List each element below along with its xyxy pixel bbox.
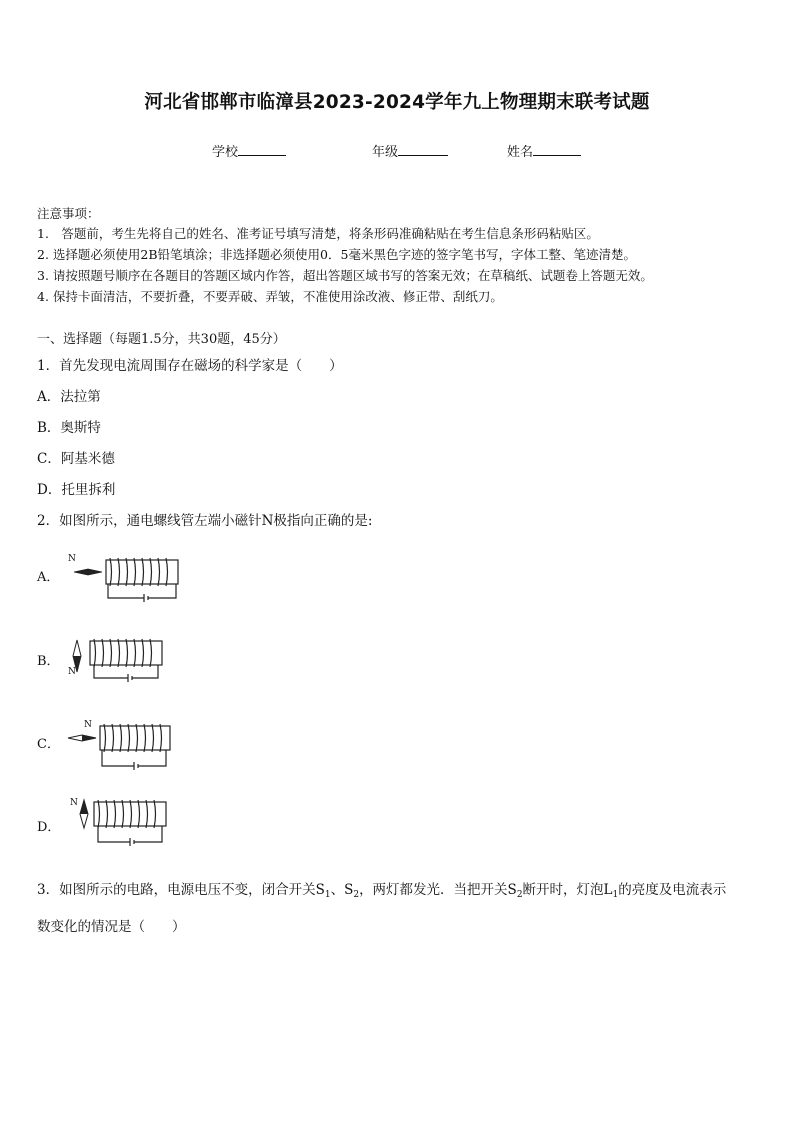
q2-option-c-figure[interactable] <box>60 716 190 776</box>
solenoid-coil <box>104 724 162 752</box>
q3-sub: 2 <box>516 890 523 900</box>
note-item: 2. 选择题必须使用2B铅笔填涂；非选择题必须使用0．5毫米黑色字迹的签字笔书写，字体工整、笔迹清楚。 <box>37 247 636 262</box>
grade-label: 年级 <box>372 145 399 160</box>
circuit-wire <box>108 584 176 598</box>
q1-option-b[interactable]: B．奥斯特 <box>37 420 101 436</box>
grade-blank[interactable] <box>398 143 448 156</box>
q3-text: 、S <box>330 882 354 898</box>
solenoid-core <box>100 726 170 750</box>
solenoid-coil <box>94 639 152 667</box>
q2-option-d-label[interactable]: D． <box>37 820 61 835</box>
school-label: 学校 <box>212 145 239 160</box>
q1-option-a[interactable]: A．法拉第 <box>37 389 101 405</box>
q1-option-d[interactable]: D．托里拆利 <box>37 482 116 498</box>
needle-n-label: N <box>84 720 92 730</box>
note-item: 4. 保持卡面清洁，不要折叠，不要弄破、弄皱，不准使用涂改液、修正带、刮纸刀。 <box>37 289 503 304</box>
q1-option-c[interactable]: C．阿基米德 <box>37 451 115 467</box>
q3-sub: 1 <box>612 890 619 900</box>
q2-option-d-figure[interactable] <box>60 796 190 856</box>
q2-option-b-label[interactable]: B． <box>37 654 60 669</box>
q2-option-c-label[interactable]: C． <box>37 737 60 752</box>
compass-needle-n-half <box>80 800 88 814</box>
needle-n-label: N <box>68 667 76 677</box>
needle-n-label: N <box>68 554 76 564</box>
name-label: 姓名 <box>507 145 534 160</box>
q2-option-b-figure[interactable] <box>60 632 190 692</box>
q2-option-a-figure[interactable] <box>60 548 190 608</box>
name-blank[interactable] <box>533 143 581 156</box>
section-heading: 一、选择题（每题1.5分，共30题，45分） <box>37 332 286 347</box>
q2-option-a-label[interactable]: A． <box>37 570 60 585</box>
grade-field[interactable] <box>372 141 448 160</box>
q3-text: 3．如图所示的电路，电源电压不变，闭合开关S <box>37 882 325 898</box>
compass-needle <box>74 569 102 575</box>
school-blank[interactable] <box>238 143 286 156</box>
notes-heading: 注意事项： <box>37 206 100 221</box>
note-item: 1. 答题前，考生先将自己的姓名、准考证号填写清楚，将条形码准确粘贴在考生信息条形码粘贴区。 <box>37 226 599 241</box>
q3-text: 的亮度及电流表示 <box>618 882 727 898</box>
question-3-stem <box>37 878 726 900</box>
q3-text: 断开时，灯泡L <box>522 882 613 898</box>
question-3-line2: 数变化的情况是（ ） <box>37 919 186 935</box>
question-1-stem: 1．首先发现电流周围存在磁场的科学家是（ ） <box>37 358 343 374</box>
name-field[interactable] <box>507 141 581 160</box>
note-item: 3. 请按照题号顺序在各题目的答题区域内作答，超出答题区域书写的答案无效；在草稿纸、试题卷上答题无效。 <box>37 268 653 283</box>
solenoid-coil <box>110 558 168 586</box>
question-2-stem: 2．如图所示，通电螺线管左端小磁针N极指向正确的是: <box>37 513 373 529</box>
school-field[interactable] <box>212 141 286 160</box>
q3-text: ，两灯都发光．当把开关S <box>359 882 517 898</box>
compass-needle-n-half <box>82 735 96 741</box>
q3-sub: 2 <box>353 890 360 900</box>
q3-sub: 1 <box>324 890 331 900</box>
solenoid-coil <box>98 800 156 828</box>
page-title: 河北省邯郸市临漳县2023-2024学年九上物理期末联考试题 <box>144 92 650 113</box>
needle-n-label: N <box>70 798 78 808</box>
